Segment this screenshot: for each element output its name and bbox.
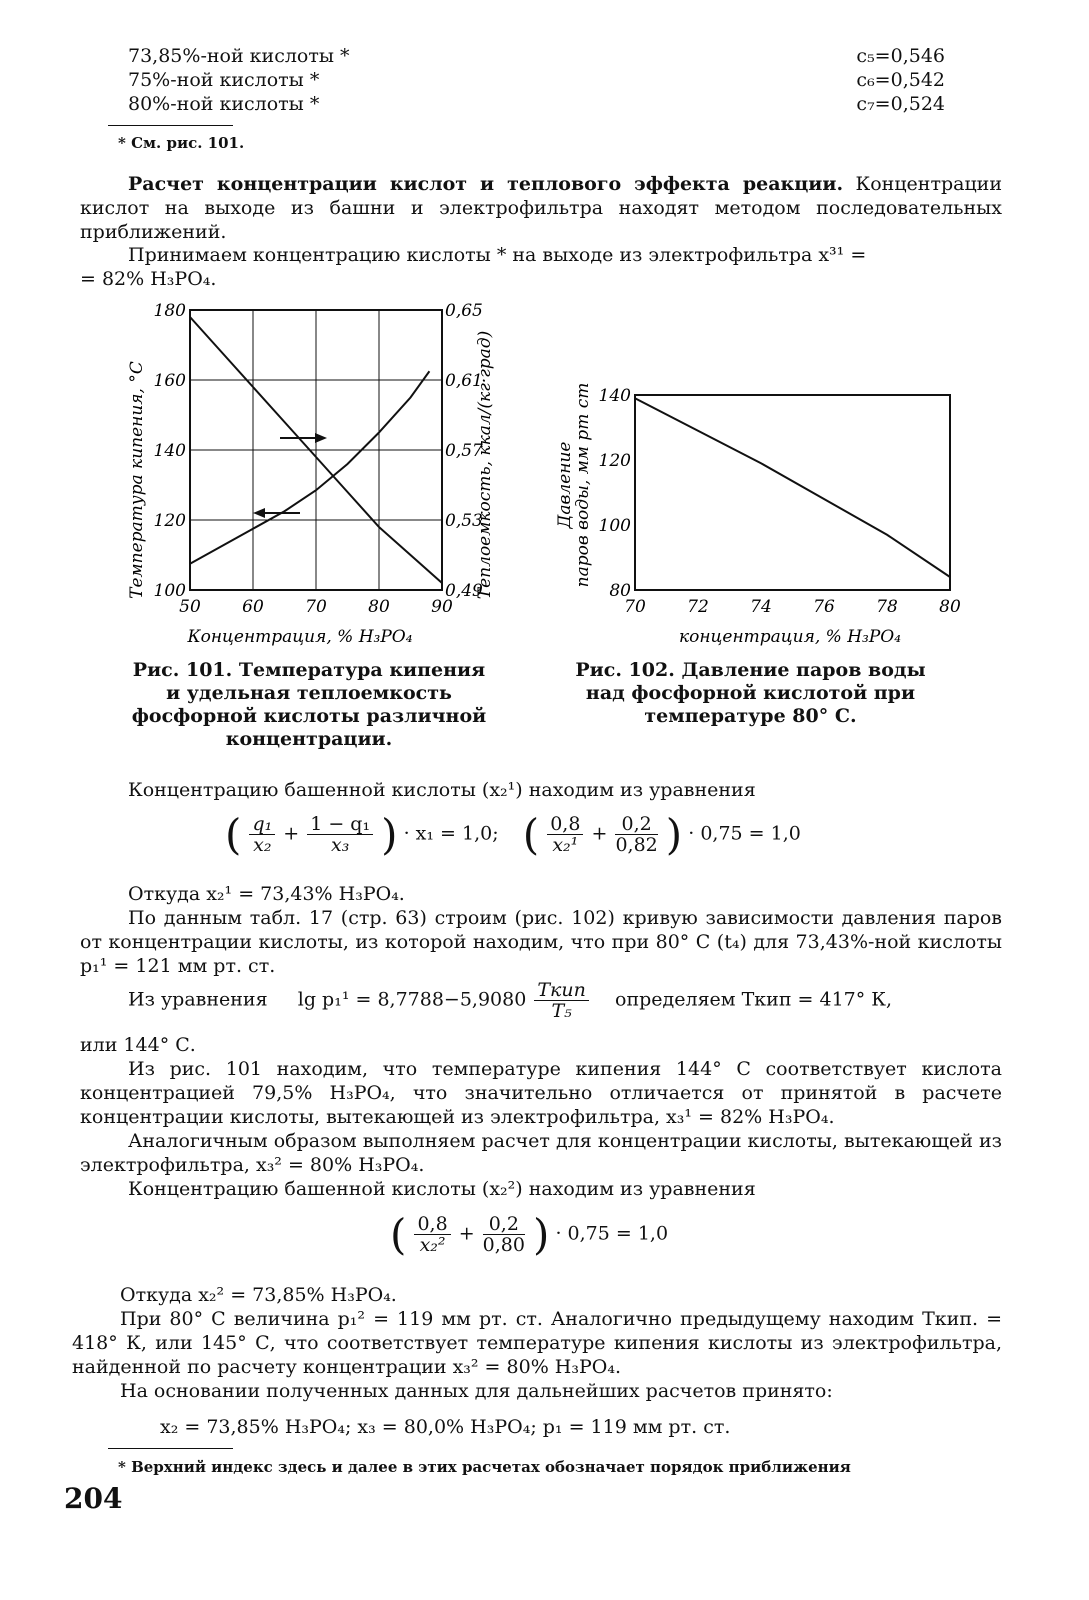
fig101-y-right-label: Теплоемкость, ккал/(кг·град) [475,330,495,600]
eq1-n02: 0,2 [615,814,657,835]
fig101-heat-capacity-line [190,371,429,564]
eq1-x3: x₃ [330,834,350,856]
list-item-2-value: c₆=0,542 [856,69,945,91]
figure-101 [120,300,510,660]
list-item-2-label: 75%-ной кислоты * [128,69,320,91]
list-item-1-label: 73,85%-ной кислоты * [128,45,350,67]
fig101-y-right-tick-label: 0,61 [445,371,483,391]
section-paragraph-text: Концентрации кислот на выходе из башни и электрофильтра находят методом последовательных приближений. [80,173,1002,243]
eq1-right-tail: · 0,75 = 1,0 [688,822,801,845]
fig101-y-right-tick-label: 0,65 [445,301,483,321]
equation-3: ( $\frac{0,8}{\text{x₂²}}$ + $\frac{0,2}{0,80}$ ) · 0,75 = 1,0 [390,1210,669,1259]
paragraph-6: Аналогичным образом выполняем расчет для концентрации кислоты, вытекающей из электрофильтра, x₃² = 80% H₃PO₄. [80,1130,1002,1176]
equation-2 [128,980,1008,1030]
fig102-x-label: концентрация, % H₃PO₄ [678,627,902,647]
fig102-y-label-line-2: паров воды, мм рт ст [573,382,593,588]
paragraph-3: Концентрацию башенной кислоты (x₂¹) находим из уравнения [128,779,756,801]
eq3-n02: 0,2 [483,1214,525,1235]
paren-close-2: ) [665,810,683,859]
fig101-y-left-tick-label: 140 [153,441,186,461]
fig102-tick-labels [599,386,961,617]
list-item-1-value: c₅=0,546 [856,45,945,67]
eq2-suffix: определяем Tкип = 417° К, [615,988,893,1011]
paragraph-4: По данным табл. 17 (стр. 63) строим (рис. 102) кривую зависимости давления паров от концентрации кислоты, из которой находим, что при 80° С (t₄) для 73,43%-ной кислоты p₁¹ = 121 мм рт. ст. [80,907,1002,977]
paragraph-2-line-1: Принимаем концентрацию кислоты * на выходе из электрофильтра x³¹ = [128,244,867,266]
fig101-y-left-tick-label: 100 [153,581,186,601]
paren-open: ( [225,810,242,859]
fig102-y-tick-label: 100 [598,516,631,536]
equation-2-continuation: или 144° С. [80,1034,196,1056]
eq1-left-tail: · x₁ = 1,0; [403,822,499,845]
eq1-n082: 0,82 [615,834,658,856]
paren-close: ) [381,810,398,859]
fig101-y-right-tick-label: 0,53 [445,511,483,531]
fig102-x-tick-label: 76 [813,597,835,617]
eq2-prefix: Из уравнения [128,988,268,1011]
eq3-n08: 0,8 [414,1214,450,1235]
paragraph-7: Концентрацию башенной кислоты (x₂²) находим из уравнения [128,1178,756,1200]
eq1-x21: x₂¹ [552,834,579,856]
fig102-x-tick-label: 78 [876,597,898,617]
fig101-y-left-tick-label: 120 [153,511,186,531]
fig101-arrowhead-left [253,508,265,518]
eq1-one-minus-q1: 1 − q₁ [307,814,373,835]
paren-open-2: ( [522,810,540,859]
eq3-paren-close: ) [533,1210,550,1259]
eq3-x22: x₂² [419,1234,446,1256]
fig101-y-right-tick-label: 0,57 [445,441,483,461]
paragraph-8: При 80° С величина p₁² = 119 мм рт. ст. Аналогично предыдущему находим Tкип. = 418° К, или 145° С, что соответствует температуре кипения кислоты из электрофильтра, найденной по расчету концентрации x₃² = 80% H₃PO₄. [72,1308,1002,1378]
fig102-x-tick-label: 70 [624,597,646,617]
paragraph-2-line-2: = 82% H₃PO₄. [80,268,217,290]
eq2-numerator: Tкип [534,980,589,1001]
fig101-y-left-label: Температура кипения, °С [127,361,147,599]
section-paragraph [80,172,1002,244]
fig101-x-label: Концентрация, % H₃PO₄ [187,627,413,647]
paragraph-9: На основании полученных данных для дальнейших расчетов принято: [120,1380,833,1402]
fig102-grid [635,395,950,590]
footnote-bottom: * Верхний индекс здесь и далее в этих расчетах обозначает порядок приближения [118,1458,851,1476]
section-heading: Расчет концентрации кислот и теплового эффекта реакции. [128,173,844,195]
footnote-rule-bottom [108,1448,233,1449]
fig101-x-tick-label: 90 [431,597,453,617]
eq2-denominator: T₅ [551,1000,572,1022]
fig102-x-tick-label: 72 [687,597,709,617]
fig101-x-tick-label: 50 [179,597,201,617]
fig102-y-tick-label: 140 [598,386,631,406]
fig102-x-tick-label: 74 [750,597,772,617]
eq1-x2: x₂ [253,834,272,856]
equation-1: ( $\frac{\text{q₁}}{\text{x₂}}$ + $\frac{\text{1 − q₁}}{\text{x₃}}$ ) · x₁ = 1,0; ( $\frac{0,8}{\text{x₂¹}}$ + $\frac{0,2}{0,82}$ ) · 0,75 = 1,0 [225,810,801,859]
fig102-caption: Рис. 102. Давление паров воды над фосфорной кислотой при температуре 80° С. [575,659,926,727]
fig101-x-tick-label: 80 [368,597,390,617]
list-item-3-label: 80%-ной кислоты * [128,93,320,115]
fig102-vapor-pressure-line [635,398,950,577]
figure-102 [550,370,970,660]
eq1-q1: q₁ [249,814,275,835]
fig102-y-tick-label: 80 [609,581,631,601]
fig102-y-tick-label: 120 [598,451,631,471]
eq3-tail: · 0,75 = 1,0 [555,1222,669,1245]
result-1: Откуда x₂¹ = 73,43% H₃PO₄. [128,883,405,905]
fig101-grid [190,310,442,590]
fig101-arrowhead-right [315,433,327,443]
footnote-top: * См. рис. 101. [118,134,245,152]
list-item-3-value: c₇=0,524 [856,93,945,115]
eq3-n080: 0,80 [482,1234,525,1256]
page-number: 204 [64,1482,123,1515]
fig102-x-tick-label: 80 [939,597,961,617]
fig101-y-left-tick-label: 180 [153,301,186,321]
eq3-paren-open: ( [390,1210,407,1259]
fig101-y-right-tick-label: 0,49 [445,581,483,601]
eq1-n08: 0,8 [547,814,583,835]
result-2: Откуда x₂² = 73,85% H₃PO₄. [120,1284,397,1306]
final-values-line: x₂ = 73,85% H₃PO₄; x₃ = 80,0% H₃PO₄; p₁ = 119 мм рт. ст. [160,1416,731,1438]
fig102-y-label-line-1: Давление [555,441,575,529]
fig101-y-left-tick-label: 160 [153,371,186,391]
fig101-x-tick-label: 70 [305,597,327,617]
fig101-x-tick-label: 60 [242,597,264,617]
fig101-caption: Рис. 101. Температура кипения и удельная теплоемкость фосфорной кислоты различной концентрации. [131,659,487,750]
eq2-mid: lg p₁¹ = 8,7788−5,9080 [297,988,527,1011]
paragraph-5: Из рис. 101 находим, что температуре кипения 144° С соответствует кислота концентрацией 79,5% H₃PO₄, что значительно отличается от принятой в расчете концентрации кислоты, вытекающей из электрофильтра, x₃¹ = 82% H₃PO₄. [80,1058,1002,1128]
fig102-frame [635,395,950,590]
footnote-rule-top [108,125,233,126]
